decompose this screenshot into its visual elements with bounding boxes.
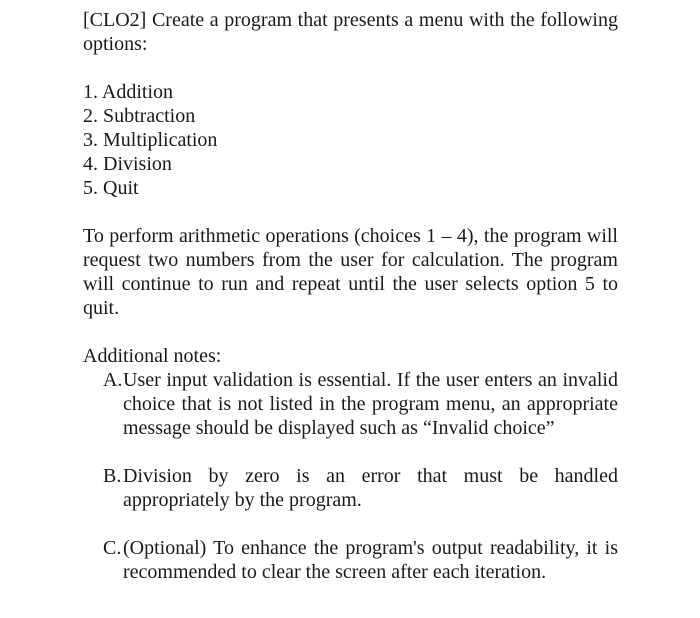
menu-option-quit: 5. Quit bbox=[83, 177, 139, 199]
note-letter: C. bbox=[103, 537, 122, 559]
note-item-b bbox=[83, 464, 618, 512]
note-letter: A. bbox=[103, 369, 123, 391]
note-text: (Optional) To enhance the program's output readability, it is recommended to clear the screen after each iteration. bbox=[123, 537, 618, 583]
note-item-c bbox=[83, 536, 618, 584]
assignment-document bbox=[83, 8, 618, 584]
notes-list bbox=[83, 368, 618, 584]
menu-option-addition: 1. Addition bbox=[83, 81, 174, 103]
note-text: Division by zero is an error that must be handled appropriately by the program. bbox=[123, 465, 618, 511]
note-item-a bbox=[83, 368, 618, 440]
description-paragraph: To perform arithmetic operations (choices 1 – 4), the program will request two numbers from the user for calculation. The program will continue to run and repeat until the user selects option 5 to quit. bbox=[83, 225, 618, 319]
intro-paragraph: [CLO2] Create a program that presents a menu with the following options: bbox=[83, 9, 618, 55]
notes-heading: Additional notes: bbox=[83, 345, 222, 367]
menu-option-subtraction: 2. Subtraction bbox=[83, 105, 196, 127]
menu-options-list bbox=[83, 80, 618, 200]
note-text: User input validation is essential. If the user enters an invalid choice that is not listed in the program menu, an appropriate message should be displayed such as “Invalid choice” bbox=[123, 369, 618, 439]
menu-option-division: 4. Division bbox=[83, 153, 172, 175]
note-letter: B. bbox=[103, 465, 122, 487]
menu-option-multiplication: 3. Multiplication bbox=[83, 129, 218, 151]
